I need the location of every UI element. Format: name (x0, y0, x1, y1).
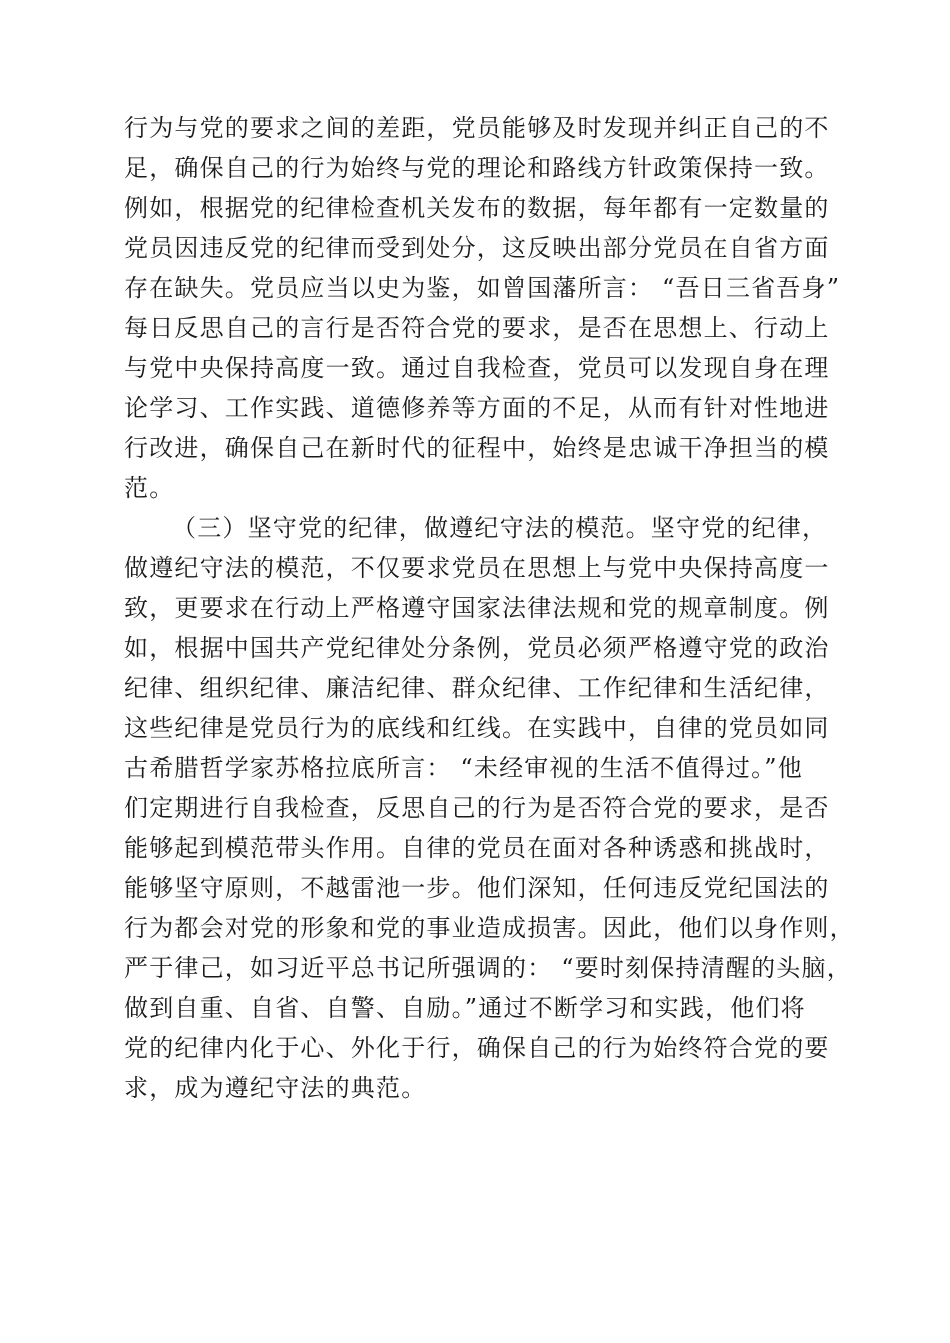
text-line: 这些纪律是党员行为的底线和红线。在实践中，自律的党员如同 (124, 714, 830, 742)
text-line: 们定期进行自我检查，反思自己的行为是否符合党的要求，是否 (124, 794, 830, 822)
text-line: 行改进，确保自己在新时代的征程中，始终是忠诚干净担当的模 (124, 434, 830, 462)
text-line: 纪律、组织纪律、廉洁纪律、群众纪律、工作纪律和生活纪律， (124, 674, 830, 702)
text-line: 足，确保自己的行为始终与党的理论和路线方针政策保持一致。 (124, 154, 830, 182)
text-line: 做遵纪守法的模范，不仅要求党员在思想上与党中央保持高度一 (124, 554, 830, 582)
text-line: 存在缺失。党员应当以史为鉴，如曾国藩所言： “吾日三省吾身” (124, 274, 841, 302)
text-line: 做到自重、自省、自警、自励。”通过不断学习和实践，他们将 (124, 994, 806, 1022)
text-line: 能够起到模范带头作用。自律的党员在面对各种诱惑和挑战时， (124, 834, 830, 862)
text-line: 严于律己，如习近平总书记所强调的： “要时刻保持清醒的头脑， (124, 954, 852, 982)
text-line: 党的纪律内化于心、外化于行，确保自己的行为始终符合党的要 (124, 1034, 830, 1062)
text-line: 行为与党的要求之间的差距，党员能够及时发现并纠正自己的不 (124, 114, 830, 142)
text-line: 论学习、工作实践、道德修养等方面的不足，从而有针对性地进 (124, 394, 830, 422)
text-line: 范。 (124, 474, 175, 502)
text-line: 例如，根据党的纪律检查机关发布的数据，每年都有一定数量的 (124, 194, 830, 222)
text-line: 与党中央保持高度一致。通过自我检查，党员可以发现自身在理 (124, 354, 830, 382)
text-line: 致，更要求在行动上严格遵守国家法律法规和党的规章制度。例 (124, 594, 830, 622)
section-heading-line: （三）坚守党的纪律，做遵纪守法的模范。坚守党的纪律， (172, 514, 828, 542)
text-line: 党员因违反党的纪律而受到处分，这反映出部分党员在自省方面 (124, 234, 830, 262)
text-line: 行为都会对党的形象和党的事业造成损害。因此，他们以身作则， (124, 914, 855, 942)
text-line: 每日反思自己的言行是否符合党的要求，是否在思想上、行动上 (124, 314, 830, 342)
text-line: 古希腊哲学家苏格拉底所言： “未经审视的生活不值得过。”他 (124, 754, 803, 782)
text-line: 求，成为遵纪守法的典范。 (124, 1074, 427, 1102)
text-line: 能够坚守原则，不越雷池一步。他们深知，任何违反党纪国法的 (124, 874, 830, 902)
text-line: 如，根据中国共产党纪律处分条例，党员必须严格遵守党的政治 (124, 634, 830, 662)
